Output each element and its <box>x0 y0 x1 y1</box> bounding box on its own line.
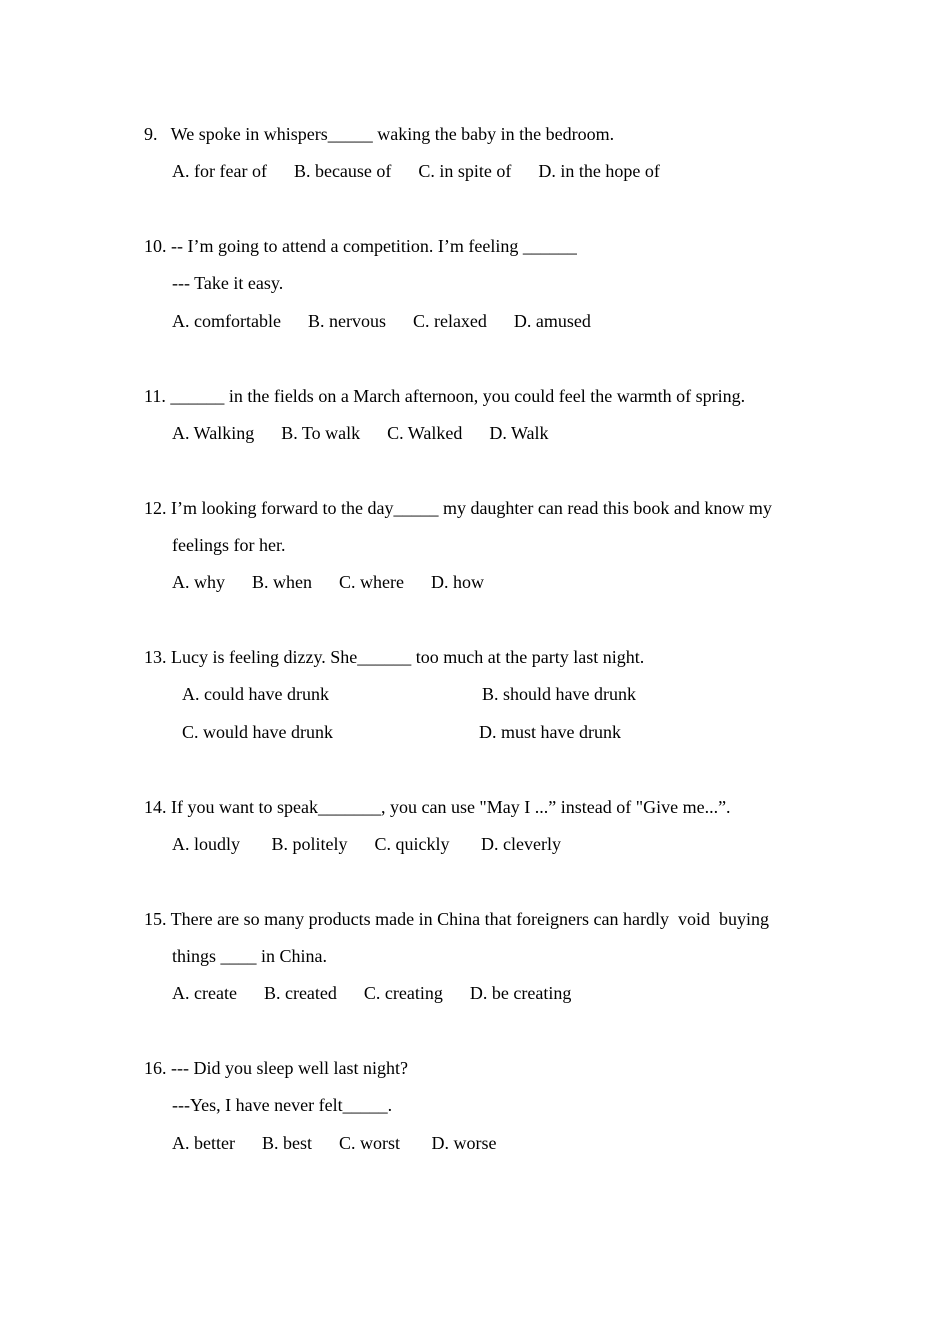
question-12-options: A. why B. when C. where D. how <box>172 572 484 592</box>
question-13-option-a: A. could have drunk <box>182 684 329 704</box>
question-10-stem: 10. -- I’m going to attend a competition. I’m feeling ______ <box>144 236 577 256</box>
question-15-options: A. create B. created C. creating D. be creating <box>172 983 572 1003</box>
question-9-stem: 9. We spoke in whispers_____ waking the baby in the bedroom. <box>144 124 615 144</box>
question-12-stem-continued: feelings for her. <box>172 535 286 555</box>
question-16-options: A. better B. best C. worst D. worse <box>172 1133 497 1153</box>
question-13-option-b: B. should have drunk <box>482 684 636 704</box>
question-11-options: A. Walking B. To walk C. Walked D. Walk <box>172 423 549 443</box>
question-13-option-c: C. would have drunk <box>182 722 333 742</box>
question-16-stem: 16. --- Did you sleep well last night? <box>144 1058 408 1078</box>
question-9-options: A. for fear of B. because of C. in spite of D. in the hope of <box>172 161 660 181</box>
question-10-reply: --- Take it easy. <box>172 273 284 293</box>
question-12-stem: 12. I’m looking forward to the day_____ my daughter can read this book and know my <box>144 498 772 518</box>
question-14-options: A. loudly B. politely C. quickly D. cleverly <box>172 834 561 854</box>
question-16-reply: ---Yes, I have never felt_____. <box>172 1095 393 1115</box>
question-11-stem: 11. ______ in the fields on a March afternoon, you could feel the warmth of spring. <box>144 386 746 406</box>
question-10-options: A. comfortable B. nervous C. relaxed D. amused <box>172 311 591 331</box>
question-13-stem: 13. Lucy is feeling dizzy. She______ too much at the party last night. <box>144 647 645 667</box>
question-13-option-d: D. must have drunk <box>479 722 621 742</box>
question-15-stem-continued: things ____ in China. <box>172 946 328 966</box>
question-14-stem: 14. If you want to speak_______, you can use "May I ...” instead of "Give me...”. <box>144 797 731 817</box>
question-15-stem: 15. There are so many products made in China that foreigners can hardly void buying <box>144 909 769 929</box>
